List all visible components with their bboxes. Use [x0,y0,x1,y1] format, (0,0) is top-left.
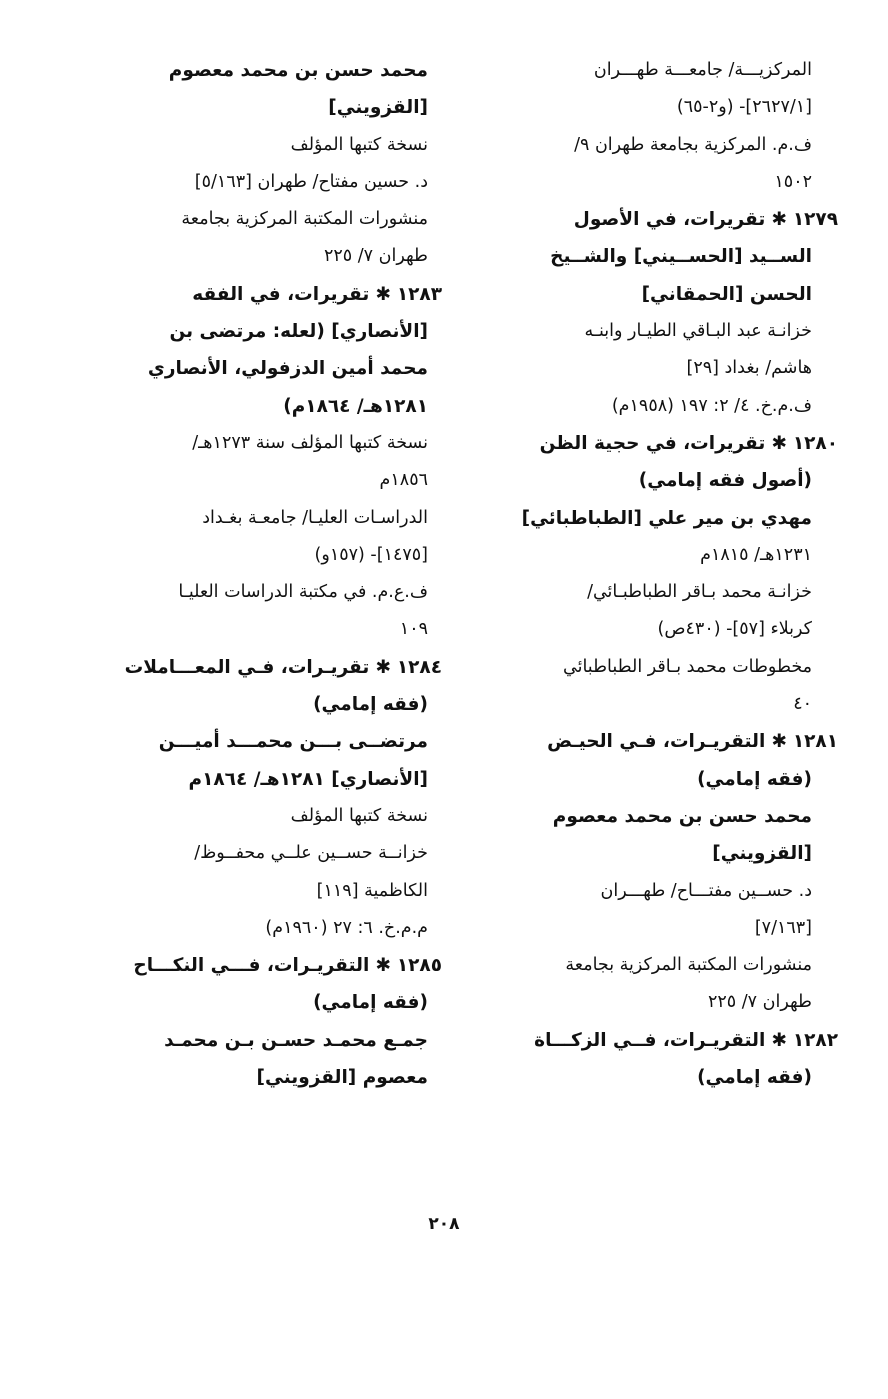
text-line: مهدي بن مير علي [الطباطبائي] [521,507,812,529]
text-line: نسخة كتبها المؤلف سنة ١٢٧٣هـ/ [192,432,428,453]
text-line: د. حســين مفتـــاح/ طهـــران [600,880,812,901]
entry-title: تقريرات، في الأصول [573,209,766,231]
entry-heading [90,649,442,686]
text-line: جمـع محمـد حسـن بـن محمـد [164,1029,428,1051]
text-line: خزانـة محمد بـاقر الطباطبـائي/ [587,582,812,603]
entry-heading [90,276,442,313]
text-line: الكاظمية [١١٩] [316,880,428,901]
text-line: ١٨٥٦م [379,470,428,491]
text-line: كربلاء [٥٧]- (٤٣٠ص) [657,619,812,640]
text-line: الســيد [الحســيني] والشــيخ [550,246,812,268]
entry-number: ١٢٧٩ [792,209,838,231]
text-line: خزانــة حســين علــي محفــوظ/ [194,843,428,864]
asterisk-icon: ✱ [771,432,787,454]
text-line: محمد حسن بن محمد معصوم [552,805,812,827]
text-line: منشورات المكتبة المركزية بجامعة [565,955,812,976]
text-line: الحسن [الحمقاني] [641,283,812,305]
asterisk-icon: ✱ [771,209,787,231]
entry-title: التقريـرات، فــي الزكـــاة [534,1029,766,1051]
text-line: ف.م.خ. ٤/ ٢: ١٩٧ (١٩٥٨م) [611,395,812,416]
text-line: نسخة كتبها المؤلف [290,134,428,155]
text-line: (أصول فقه إمامي) [638,470,812,492]
text-line: الدراسـات العليـا/ جامعـة بغـداد [202,507,428,528]
right-column [478,52,838,1096]
asterisk-icon: ✱ [375,955,391,977]
text-line: محمد أمين الدزفولي، الأنصاري [147,358,428,380]
entry-number: ١٢٨٣ [396,283,442,305]
text-line: [١٤٧٥]- (١٥٧و) [314,544,428,565]
text-line: خزانـة عبد البـاقي الطيـار وابنـه [584,321,812,342]
text-line: معصوم [القزويني] [256,1067,428,1089]
text-line: مخطوطات محمد بـاقر الطباطبائي [563,656,812,677]
text-line: [القزويني] [328,97,428,119]
text-line: ف.م. المركزية بجامعة طهران ٩/ [574,134,812,155]
asterisk-icon: ✱ [771,731,787,753]
text-line: [الأنصاري] (لعله: مرتضى بن [169,321,428,343]
text-line: (فقه إمامي) [313,694,428,716]
entry-heading [478,425,838,462]
text-line: د. حسين مفتاح/ طهران [٥/١٦٣] [194,171,428,192]
entry-number: ١٢٨٠ [792,432,838,454]
text-line: طهران ٧/ ٢٢٥ [323,246,428,267]
text-line: [القزويني] [712,843,812,865]
text-line: ١٢٨١هـ/ ١٨٦٤م) [283,395,428,417]
text-line: (فقه إمامي) [697,1067,812,1089]
text-line: [الأنصاري] ١٢٨١هـ/ ١٨٦٤م [188,768,428,790]
entry-title: تقريرات، في الفقه [192,283,370,305]
asterisk-icon: ✱ [771,1029,787,1051]
text-line: (فقه إمامي) [313,992,428,1014]
entry-title: تقريرات، في حجية الظن [539,432,766,454]
text-line: المركزيـــة/ جامعـــة طهـــران [593,60,812,80]
entry-title: التقريـرات، فـي الحيـض [547,731,766,753]
entry-heading [90,947,442,984]
entry-number: ١٢٨٤ [396,656,442,678]
entry-title: تقريـرات، فـي المعـــاملات [124,656,370,678]
text-line: نسخة كتبها المؤلف [290,805,428,826]
text-line: (فقه إمامي) [697,768,812,790]
entry-title: التقريـرات، فـــي النكـــاح [133,955,370,977]
text-line: ١٥٠٢ [774,171,812,192]
entry-number: ١٢٨١ [792,731,838,753]
text-line: هاشم/ بغداد [٢٩] [686,358,812,379]
text-line: محمد حسن بن محمد معصوم [168,60,428,81]
asterisk-icon: ✱ [375,656,391,678]
entry-number: ١٢٨٢ [792,1029,838,1051]
entry-heading [478,1022,838,1059]
text-line: [٧/١٦٣] [754,917,812,938]
text-line: ١٢٣١هـ/ ١٨١٥م [700,544,812,565]
asterisk-icon: ✱ [375,283,391,305]
text-line: ف.ع.م. في مكتبة الدراسات العليـا [178,582,428,603]
text-line: [٢٦٢٧/١]- (و٢-٦٥) [676,97,812,118]
text-line: م.م.خ. ٦: ٢٧ (١٩٦٠م) [265,917,428,938]
entry-number: ١٢٨٥ [396,955,442,977]
text-line: ١٠٩ [399,619,428,640]
text-line: منشورات المكتبة المركزية بجامعة [181,209,428,230]
entry-heading [478,201,838,238]
text-line: مرتضــى بـــن محمـــد أميـــن [158,731,428,753]
page-number: ٢٠٨ [428,1214,460,1234]
text-line: طهران ٧/ ٢٢٥ [707,992,812,1013]
text-line: ٤٠ [793,694,812,715]
entry-heading [478,723,838,760]
left-column [90,52,442,1096]
